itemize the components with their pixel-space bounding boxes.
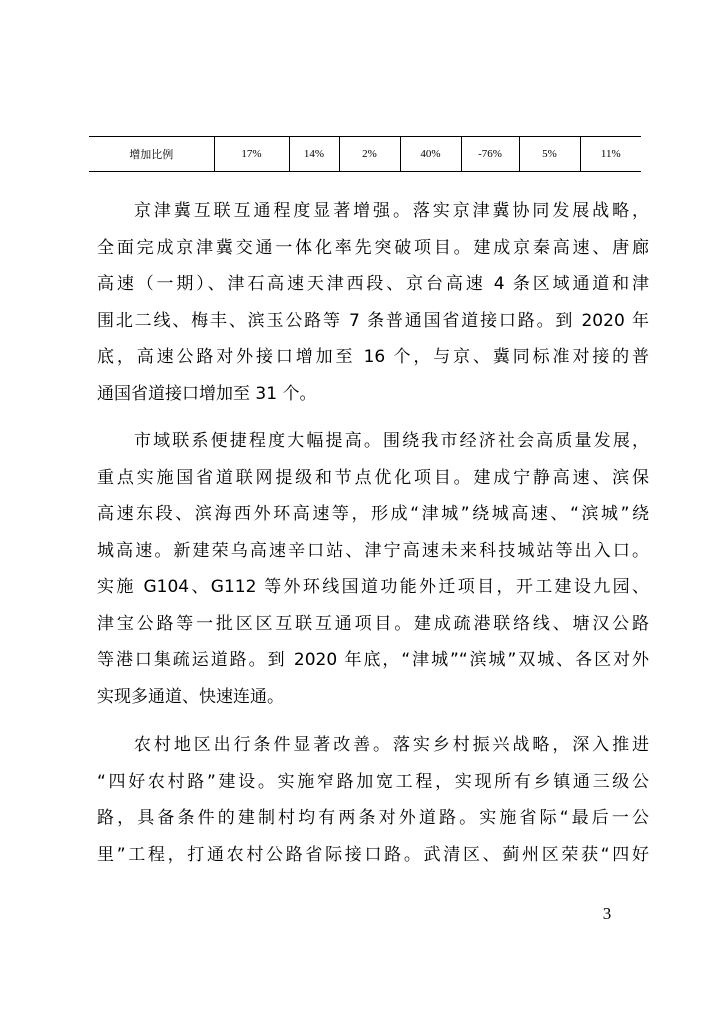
paragraph-rural-roads [97,727,649,873]
page-number: 3 [602,904,612,923]
table-row [89,137,641,172]
table-cell: 40% [400,137,461,172]
text-line: 城高速。新建荣乌高速辛口站、津宁高速未来科技城站等出入口。 [97,540,649,561]
text-line: 实施 G104、G112 等外环线国道功能外迁项目，开工建设九园、 [97,577,649,597]
table-cell: 11% [580,137,641,172]
text-line: 实现多通道、快速连通。 [97,686,284,707]
text-line: 等港口集疏运道路。到 2020 年底，“津城”“滨城”双城、各区对外 [97,650,649,670]
text-line: 底，高速公路对外接口增加至 16 个，与京、冀同标准对接的普 [97,347,649,367]
text-line: 高速（一期）、津石高速天津西段、京台高速 4 条区域通道和津 [97,274,649,294]
text-line: 重点实施国省道联网提级和节点优化项目。建成宁静高速、滨保 [97,467,649,488]
text-line: “四好农村路”建设。实施窄路加宽工程，实现所有乡镇通三级公 [97,771,649,792]
text-line: 京津冀互联互通程度显著增强。落实京津冀协同发展战略， [134,201,649,221]
text-line: 津宝公路等一批区区互联互通项目。建成疏港联络线、塘汉公路 [97,613,649,634]
paragraph-city-connectivity [97,423,649,715]
text-line: 围北二线、梅丰、滨玉公路等 7 条普通国省道接口路。到 2020 年 [97,310,649,331]
text-line: 路，具备条件的建制村均有两条对外道路。实施省际“最后一公 [97,808,649,828]
row-label: 增加比例 [89,137,214,172]
text-line: 通国省道接口增加至 31 个。 [97,383,317,404]
text-line: 全面完成京津冀交通一体化率先突破项目。建成京秦高速、唐廊 [97,237,649,258]
text-line: 市域联系便捷程度大幅提高。围绕我市经济社会高质量发展， [134,431,649,451]
table-cell: 5% [519,137,580,172]
paragraph-regional-connectivity [97,193,649,412]
table-cell: 2% [339,137,400,172]
growth-ratio-table [89,136,641,172]
table-cell: 17% [214,137,289,172]
text-line: 高速东段、滨海西外环高速等，形成“津城”绕城高速、“滨城”绕 [97,504,649,524]
text-line: 里”工程，打通农村公路省际接口路。武清区、蓟州区荣获“四好 [97,844,649,865]
text-line: 农村地区出行条件显著改善。落实乡村振兴战略，深入推进 [134,735,649,755]
table-cell: 14% [289,137,339,172]
table-cell: -76% [461,137,519,172]
